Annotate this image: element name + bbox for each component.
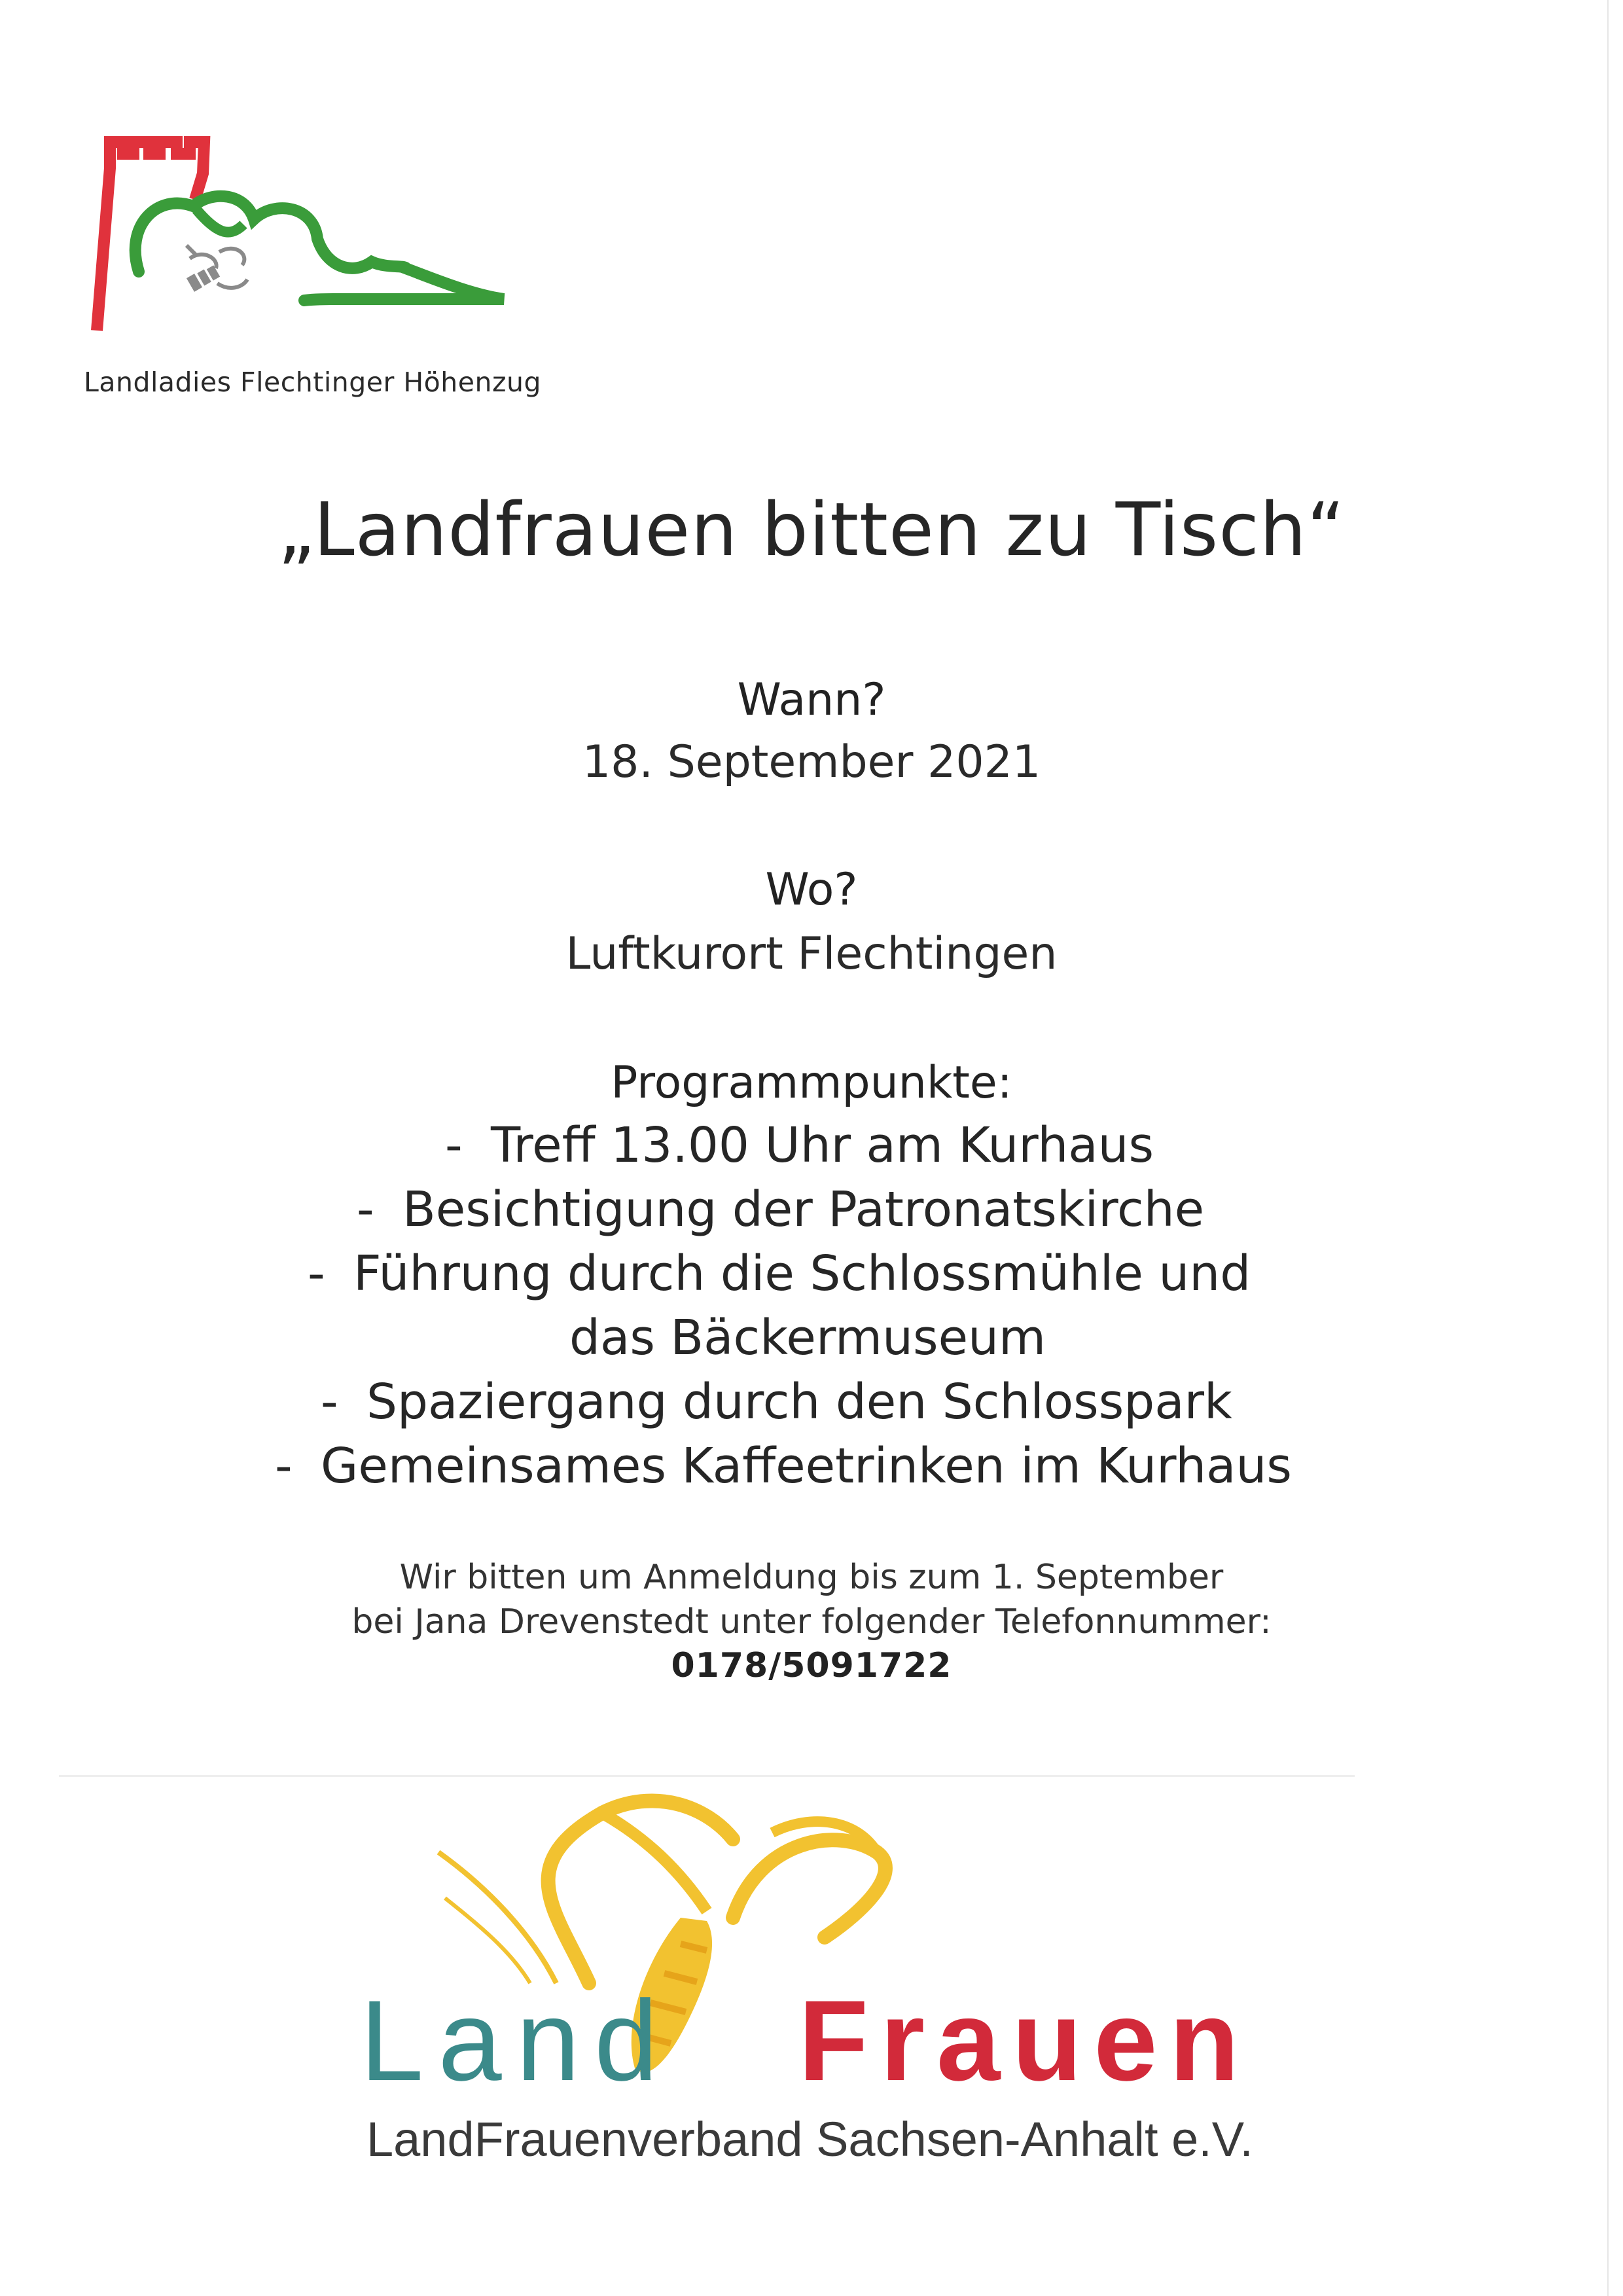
scan-edge	[1607, 0, 1609, 2296]
castle-hills-bee-icon	[79, 128, 510, 357]
registration-line-1: Wir bitten um Anmeldung bis zum 1. September	[399, 1558, 1224, 1597]
program-item-text: Gemeinsames Kaffeetrinken im Kurhaus	[321, 1438, 1292, 1494]
program-label: Programmpunkte:	[611, 1057, 1012, 1109]
logo-word-frauen: Frauen	[798, 1977, 1251, 2105]
program-item-text: Besichtigung der Patronatskirche	[402, 1181, 1205, 1238]
when-value: 18. September 2021	[582, 736, 1041, 788]
where-label: Wo?	[765, 864, 858, 916]
program-item	[308, 1246, 1251, 1302]
program-item-text: Spaziergang durch den Schlosspark	[366, 1374, 1232, 1430]
registration-line-2: bei Jana Drevenstedt unter folgender Telefonnummer:	[351, 1602, 1272, 1641]
logo-subtitle: LandFrauenverband Sachsen-Anhalt e.V.	[366, 2112, 1253, 2166]
program-item-dash: -	[275, 1438, 293, 1494]
when-label: Wann?	[737, 674, 886, 726]
program-item-dash: -	[321, 1374, 338, 1430]
program-item	[569, 1310, 1046, 1366]
program-item	[275, 1438, 1292, 1494]
page-title: „Landfrauen bitten zu Tisch“	[277, 488, 1346, 573]
program-item-dash: -	[357, 1181, 374, 1238]
where-value: Luftkurort Flechtingen	[565, 928, 1058, 980]
program-item-dash: -	[445, 1117, 463, 1174]
program-item	[357, 1181, 1204, 1238]
logo-word-land: Land	[360, 1977, 673, 2105]
landfrauen-logo	[340, 1787, 1322, 2166]
divider	[59, 1775, 1355, 1777]
program-item-dash: -	[308, 1246, 325, 1302]
program-item-text: Treff 13.00 Uhr am Kurhaus	[491, 1117, 1154, 1174]
landladies-logo	[79, 128, 541, 416]
program-item-text: das Bäckermuseum	[569, 1310, 1046, 1366]
program-item-text: Führung durch die Schlossmühle und	[353, 1246, 1251, 1302]
program-item	[321, 1374, 1232, 1430]
logo-caption: Landladies Flechtinger Höhenzug	[84, 367, 541, 398]
program-item	[445, 1117, 1154, 1174]
phone-number: 0178/5091722	[671, 1646, 952, 1685]
